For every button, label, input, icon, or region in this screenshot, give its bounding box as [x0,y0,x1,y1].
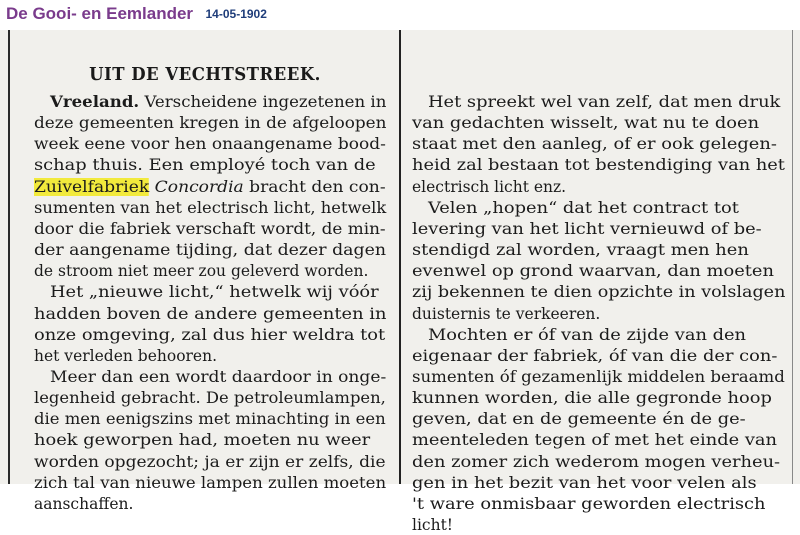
place-name: Vreeland. [50,92,140,111]
text-line: hoek geworpen had, moeten nu weer [34,431,371,450]
text-line: Vreeland. Verscheidene ingezetenen in [50,92,387,111]
text-line: stendigd zal worden, vraagt men hen [412,241,749,260]
masthead [6,4,267,24]
text-line: sumenten van het electrisch licht, hetwelk [34,198,387,217]
publication-date: 14-05-1902 [205,7,267,21]
text-line: door die fabriek verschaft wordt, de min- [34,219,386,238]
text-line: evenwel op grond waarvan, dan moeten [412,262,774,281]
text-line: geven, dat en de gemeente én de ge- [412,410,746,429]
text-line: zich tal van nieuwe lampen zullen moeten [34,473,387,492]
text-line: hadden boven de andere gemeenten in [34,304,387,323]
text-line: zij bekennen te dien opzichte in volslagen [412,283,786,302]
text-line: staat met den aanleg, of er ook gelegen- [412,135,777,154]
text-line: licht! [412,516,454,534]
text-line: gen in het bezit van het voor velen als [412,473,757,492]
text-line: aanschaffen. [34,494,134,513]
highlighted-term: Zuivelfabriek [34,177,150,196]
text-line: Het „nieuwe licht,“ hetwelk wij vóór [50,283,379,302]
text-line: den zomer zich wederom mogen verheu- [412,452,781,471]
text-line: der aangename tijding, dat dezer dagen [34,241,386,260]
text-line: Zuivelfabriek Concordia bracht den con- [34,177,386,196]
text-line: onze omgeving, zal dus hier weldra tot [34,325,386,344]
text-line: levering van het licht vernieuwd of be- [412,219,762,238]
column-rule-left [8,30,10,484]
text-line: duisternis te verkeeren. [412,304,601,323]
text-line: 't ware onmisbaar geworden electrisch [412,494,766,513]
text-line: de stroom niet meer zou geleverd worden. [34,262,369,281]
company-name: Concordia [154,177,244,196]
text-line: heid zal bestaan tot bestendiging van het [412,156,785,175]
text-line: eigenaar der fabriek, óf van die der con- [412,346,778,365]
article-heading: UIT DE VECHTSTREEK. [89,64,321,85]
text-line: worden opgezocht; ja er zijn er zelfs, die [34,452,386,471]
text-line: schap thuis. Een employé toch van de [34,156,376,175]
text-line: Velen „hopen“ dat het contract tot [428,198,739,217]
text-line: van gedachten wisselt, wat nu te doen [412,114,760,133]
text-line: Het spreekt wel van zelf, dat men druk [428,93,781,111]
text-line: Meer dan een wordt daardoor in onge- [50,367,387,386]
text-line: deze gemeenten kregen in de afgeloopen [34,114,387,133]
text-line: week eene voor hen onaangename bood- [34,135,386,154]
text-line: meenteleden tegen of met het einde van [412,431,778,450]
text-line: het verleden behooren. [34,346,218,365]
text-line: legenheid gebracht. De petroleumlampen, [34,389,386,408]
text-line: electrisch licht enz. [412,177,567,196]
text-line: kunnen worden, die alle gegronde hoop [412,389,772,408]
text-line: die men eenigszins met minachting in een [34,410,386,429]
newspaper-title: De Gooi- en Eemlander [6,4,194,23]
text-line: Mochten er óf van de zijde van den [428,325,747,344]
column-rule-right [792,30,793,484]
column-rule-middle [399,30,401,484]
text-line: sumenten óf gezamenlijk middelen beraamd [412,367,785,386]
